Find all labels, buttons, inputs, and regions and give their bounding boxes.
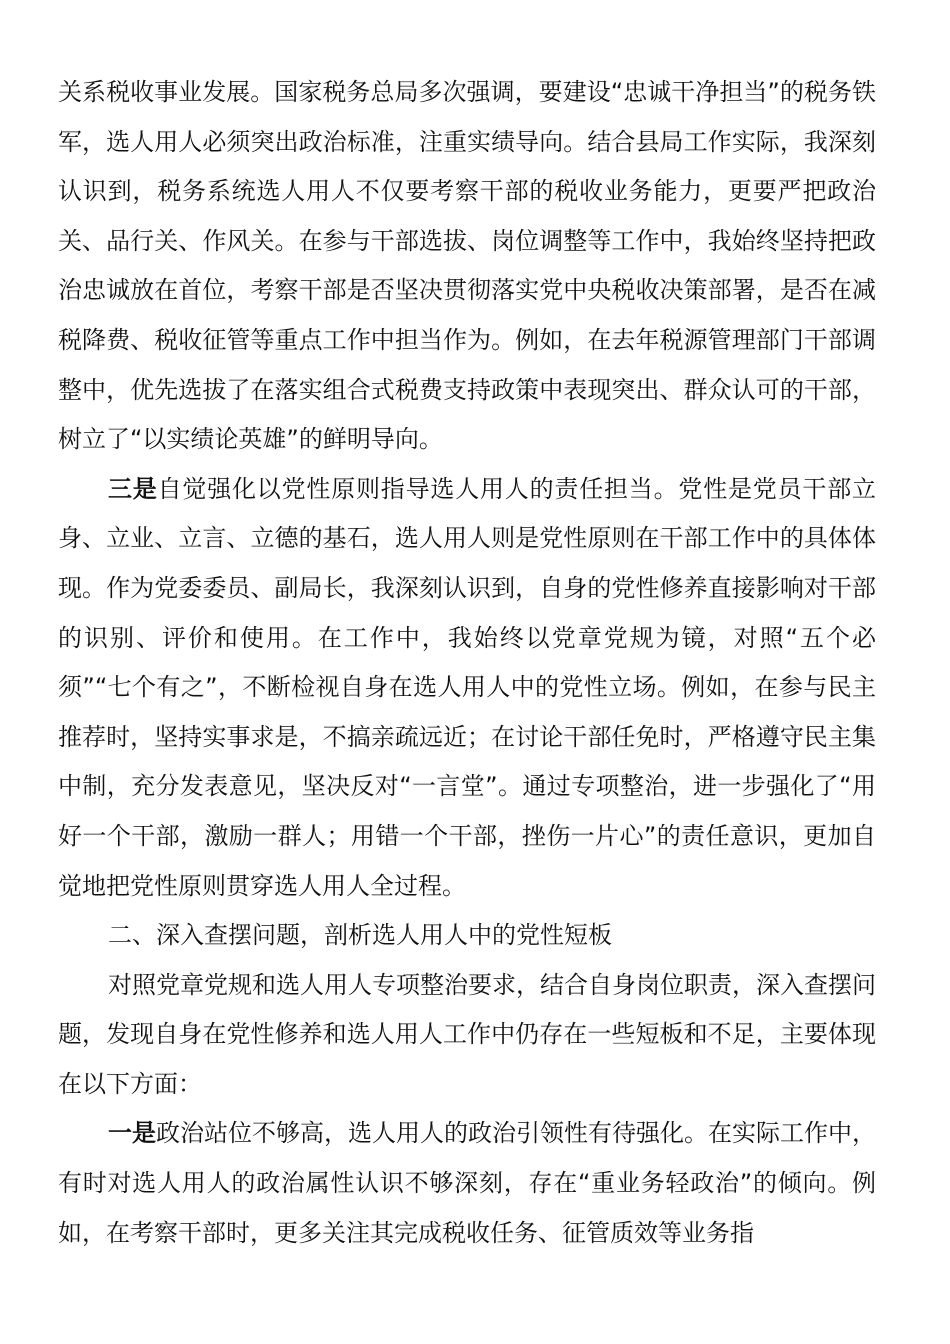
paragraph-text: 对照党章党规和选人用人专项整治要求，结合自身岗位职责，深入查摆问题，发现自身在党性修养和选人用人工作中仍存在一些短板和不足，主要体现在以下方面： <box>58 970 876 1098</box>
paragraph-text: 关系税收事业发展。国家税务总局多次强调，要建设“忠诚干净担当”的税务铁军，选人用人必须突出政治标准，注重实绩导向。结合县局工作实际，我深刻认识到，税务系统选人用人不仅要考察干部的税收业务能力，更要严把政治关、品行关、作风关。在参与干部选拔、岗位调整等工作中，我始终坚持把政治忠诚放在首位，考察干部是否坚决贯彻落实党中央税收决策部署，是否在减税降费、税收征管等重点工作中担当作为。例如，在去年税源管理部门干部调整中，优先选拔了在落实组合式税费支持政策中表现突出、群众认可的干部，树立了“以实绩论英雄”的鲜明导向。 <box>58 78 876 454</box>
section-heading: 二、深入查摆问题，剖析选人用人中的党性短板 <box>108 921 612 950</box>
document-page <box>58 68 876 1258</box>
paragraph-text: 自觉强化以党性原则指导选人用人的责任担当。党性是党员干部立身、立业、立言、立德的基石，选人用人则是党性原则在干部工作中的具体体现。作为党委委员、副局长，我深刻认识到，自身的党性修养直接影响对干部的识别、评价和使用。在工作中，我始终以党章党规为镜，对照“五个必须”“七个有之”，不断检视自身在选人用人中的党性立场。例如，在参与民主推荐时，坚持实事求是，不搞亲疏远近；在讨论干部任免时，严格遵守民主集中制，充分发表意见，坚决反对“一言堂”。通过专项整治，进一步强化了“用好一个干部，激励一群人；用错一个干部，挫伤一片心”的责任意识，更加自觉地把党性原则贯穿选人用人全过程。 <box>58 474 877 900</box>
paragraph-point-three <box>58 465 876 911</box>
paragraph-lead: 三是 <box>108 474 158 503</box>
paragraph-lead: 一是 <box>108 1119 156 1148</box>
paragraph-point-one <box>58 1109 876 1258</box>
paragraph-intro <box>58 961 876 1110</box>
paragraph-text: 政治站位不够高，选人用人的政治引领性有待强化。在实际工作中，有时对选人用人的政治属性认识不够深刻，存在“重业务轻政治”的倾向。例如，在考察干部时，更多关注其完成税收任务、征管质效等业务指 <box>58 1119 876 1247</box>
paragraph-continuation <box>58 68 876 465</box>
